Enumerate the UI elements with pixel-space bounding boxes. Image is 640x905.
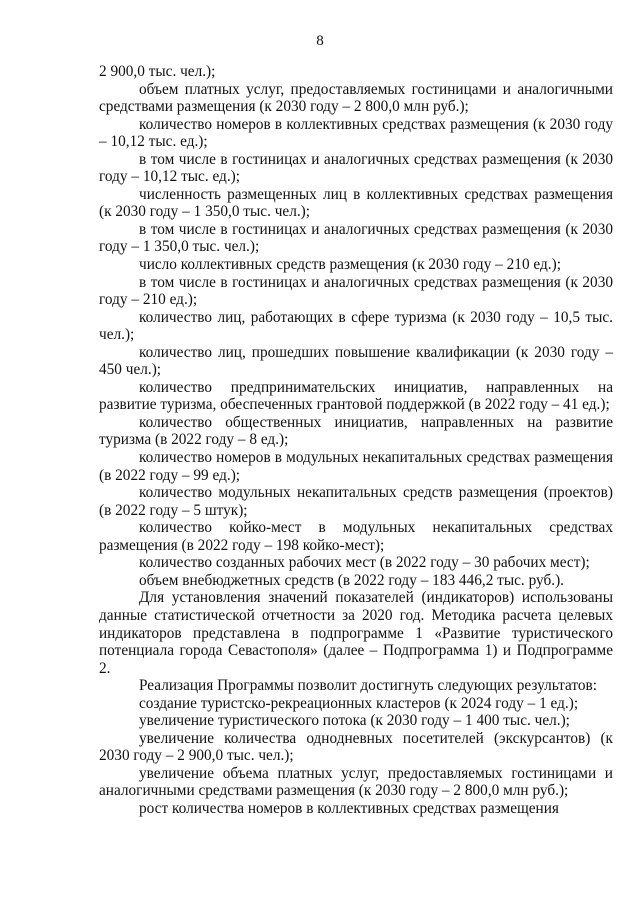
paragraph: в том числе в гостиницах и аналогичных средствах размещения (к 2030 году – 1 350,0 тыс. чел.); [99,220,613,256]
paragraph: количество общественных инициатив, направленных на развитие туризма (в 2022 году – 8 ед.); [99,413,613,449]
paragraph: количество лиц, работающих в сфере туризма (к 2030 году – 10,5 тыс. чел.); [99,308,613,344]
paragraph: увеличение количества однодневных посетителей (экскурсантов) (к 2030 году – 2 900,0 тыс. чел.); [99,729,613,765]
paragraph: количество предпринимательских инициатив, направленных на развитие туризма, обеспеченных грантовой поддержкой (в 2022 году – 41 ед.); [99,378,613,414]
paragraph: 2 900,0 тыс. чел.); [99,63,216,80]
paragraph: в том числе в гостиницах и аналогичных средствах размещения (к 2030 году – 10,12 тыс. ед.); [99,150,613,186]
paragraph: количество номеров в модульных некапитальных средствах размещения (в 2022 году – 99 ед.); [99,449,613,484]
paragraph: рост количества номеров в коллективных средствах размещения [139,799,559,817]
paragraph: в том числе в гостиницах и аналогичных средствах размещения (к 2030 году – 210 ед.); [99,273,613,309]
paragraph: Реализация Программы позволит достигнуть следующих результатов: [139,677,597,695]
paragraph: численность размещенных лиц в коллективных средствах размещения (к 2030 году – 1 350,0 тыс. чел.); [99,185,613,221]
paragraph: количество созданных рабочих мест (в 2022 году – 30 рабочих мест); [139,554,590,572]
paragraph: количество модульных некапитальных средств размещения (проектов) (в 2022 году – 5 штук); [99,484,613,519]
paragraph: объем внебюджетных средств (в 2022 году – 183 446,2 тыс. руб.). [139,571,564,589]
paragraph: количество лиц, прошедших повышение квалификации (к 2030 году – 450 чел.); [99,343,613,379]
body-text [99,63,613,818]
paragraph: создание туристско-рекреационных кластеров (к 2024 году – 1 ед.); [139,694,579,712]
page-number: 8 [316,33,324,49]
paragraph: число коллективных средств размещения (к 2030 году – 210 ед.); [139,256,561,274]
paragraph: увеличение объема платных услуг, предоставляемых гостиницами и аналогичными средствами размещения (к 2030 году – 2 800,0 млн руб.); [99,764,613,800]
paragraph: увеличение туристического потока (к 2030 году – 1 400 тыс. чел.); [139,712,570,730]
paragraph: количество номеров в коллективных средствах размещения (к 2030 году – 10,12 тыс. ед.); [99,115,613,151]
paragraph: Для установления значений показателей (индикаторов) использованы данные статистической отчетности за 2020 год. Методика расчета целевых индикаторов представлена в подпрограмме 1 «Развитие туристического потенциала города Севастополя» (далее – Подпрограмма 1) и Подпрограмме 2. [99,589,613,677]
paragraph: количество койко-мест в модульных некапитальных средствах размещения (в 2022 году – 198 койко-мест); [99,519,613,554]
paragraph: объем платных услуг, предоставляемых гостиницами и аналогичными средствами размещения (к 2030 году – 2 800,0 млн руб.); [99,80,613,116]
